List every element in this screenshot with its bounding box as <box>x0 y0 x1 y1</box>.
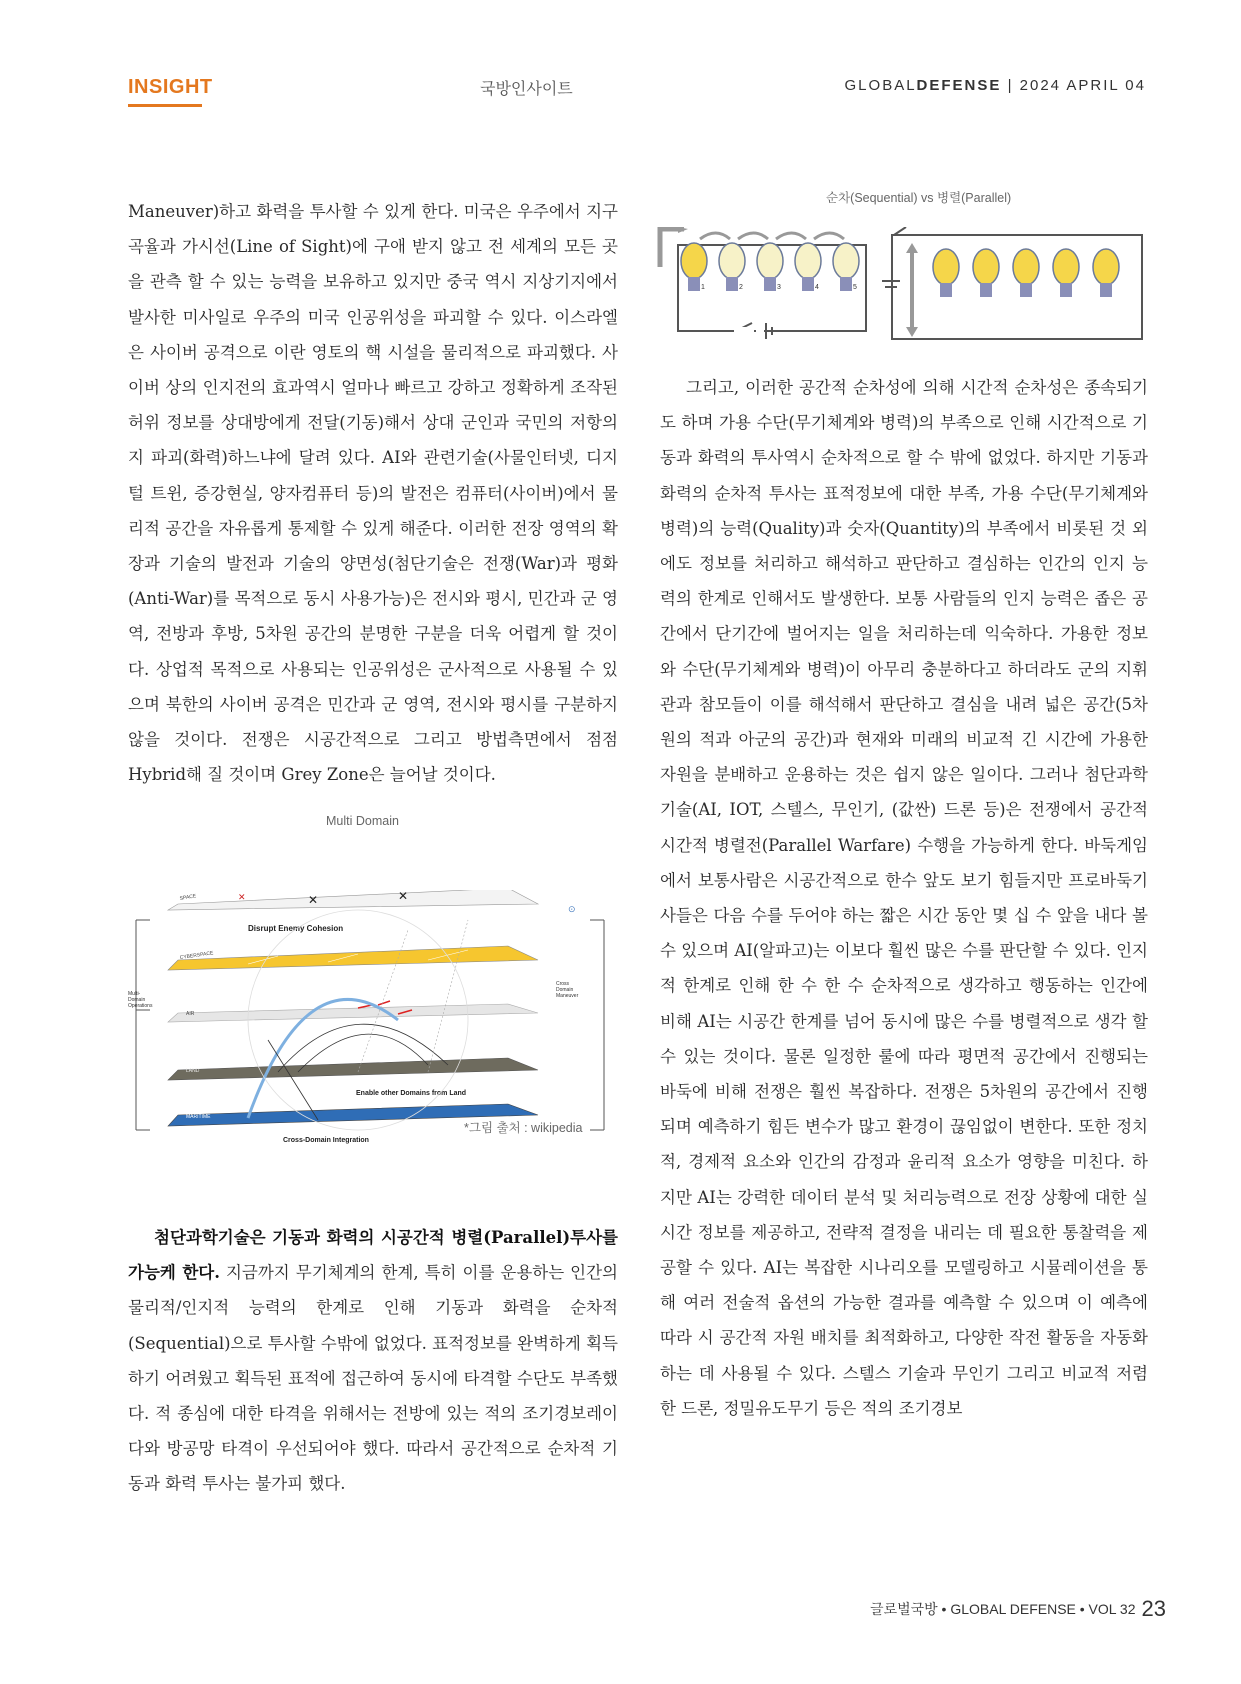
sequence-arrow <box>700 233 730 239</box>
lead-sentence: 첨단과학기술은 기동과 화력의 시공간적 병렬(Parallel)투사를 가능케 한다. <box>128 1228 618 1283</box>
light-bulb <box>973 249 999 297</box>
footer-brand: 글로벌국방 • GLOBAL DEFENSE • VOL 32 <box>870 1601 1136 1617</box>
svg-text:✕: ✕ <box>398 890 409 903</box>
left-side-label: Multi- <box>128 991 141 997</box>
light-bulb <box>795 243 821 291</box>
light-bulb <box>757 243 783 291</box>
right-column-text <box>660 370 1148 1426</box>
svg-text:Maneuver: Maneuver <box>556 993 579 999</box>
light-bulb <box>1053 249 1079 297</box>
bulb-number: 4 <box>815 284 819 291</box>
magazine-issue <box>845 77 1146 94</box>
figure-title: 순차(Sequential) vs 병렬(Parallel) <box>826 191 1012 205</box>
sequence-arrow <box>776 233 806 239</box>
svg-text:Operations: Operations <box>128 1003 153 1009</box>
light-bulb <box>681 243 707 291</box>
disrupt-label: Disrupt Enemy Cohesion <box>248 924 344 933</box>
land-label: LAND <box>186 1068 200 1074</box>
right-side-label: Cross <box>556 981 570 987</box>
paragraph: Maneuver)하고 화력을 투사할 수 있게 한다. 미국은 우주에서 지구 곡율과 가시선(Line of Sight)에 구애 받지 않고 전 세계의 모든 곳을 관측 할 수 있는 능력을 보유하고 있지만 중국 역시 지상기지에서 발사한 미사일로 우주의 미국 인공위성을 파괴할 수 있다. 이스라엘은 사이버 공격으로 이란 영토의 핵 시설을 물리적으로 파괴했다. 사이버 상의 인지전의 효과역시 얼마나 빠르고 강하고 정확하게 조작된 허위 정보를 상대방에게 전달(기동)해서 상대 군인과 국민의 저항의지 파괴(화력)하느냐에 달려 있다. AI와 관련기술(사물인터넷, 디지털 트윈, 증강현실, 양자컴퓨터 등)의 발전은 컴퓨터(사이버)에서 물리적 공간을 자유롭게 통제할 수 있게 해준다. 이러한 전장 영역의 확장과 기술의 발전과 기술의 양면성(첨단기술은 전쟁(War)과 평화(Anti-War)를 목적으로 동시 사용가능)은 전시와 평시, 민간과 군 영역, 전방과 후방, 5차원 공간의 분명한 구분을 더욱 어렵게 할 것이다. 상업적 목적으로 사용되는 인공위성은 군사적으로 사용될 수 있으며 북한의 사이버 공격은 민간과 군 영역, 전시와 평시를 구분하지 않을 것이다. 전쟁은 시공간적으로 그리고 방법측면에서 점점 Hybrid해 질 것이며 Grey Zone은 늘어날 것이다. <box>128 202 618 785</box>
figure-title: Multi Domain <box>326 814 399 828</box>
paragraph <box>128 1220 618 1502</box>
paragraph: 그리고, 이러한 공간적 순차성에 의해 시간적 순차성은 종속되기도 하며 가용 수단(무기체계와 병력)의 부족으로 인해 시간적으로 기동과 화력의 투사역시 순차적으로 할 수 밖에 없었다. 하지만 기동과 화력의 순차적 투사는 표적정보에 대한 부족, 가용 수단(무기체계와 병력)의 능력(Quality)과 숫자(Quantity)의 부족에서 비롯된 것 외에도 정보를 처리하고 해석하고 판단하고 결심하는 인간의 인지 능력의 한계로 인해서도 발생한다. 보통 사람들의 인지 능력은 좁은 공간에서 단기간에 벌어지는 일을 처리하는데 익숙하다. 가용한 정보와 수단(무기체계와 병력)이 아무리 충분하다고 하더라도 군의 지휘관과 참모들이 이를 해석해서 판단하고 결심을 내려 넓은 공간(5차원의 적과 아군의 공간)과 현재와 미래의 비교적 긴 시간에 가용한 자원을 분배하고 운용하는 것은 쉽지 않은 일이다. 그러나 첨단과학기술(AI, IOT, 스텔스, 무인기, (값싼) 드론 등)은 전쟁에서 공간적 시간적 병렬전(Parallel Warfare) 수행을 가능하게 한다. 바둑게임에서 보통사람은 시공간적으로 한수 앞도 보기 힘들지만 프로바둑기사들은 다음 수를 두어야 하는 짧은 시간 동안 몇 십 수 앞을 내다 볼 수 있으며 AI(알파고)는 이보다 훨씬 많은 수를 판단할 수 있다. 인지적 한계로 인해 한 수 한 수 순차적으로 생각하고 행동하는 인간에 비해 AI는 시공간 한계를 넘어 동시에 많은 수를 병렬적으로 생각 할 수 있는 것이다. 물론 일정한 룰에 따라 평면적 공간에서 진행되는 바둑에 비해 전쟁은 훨씬 복잡하다. 전쟁은 5차원의 공간에서 진행되며 예측하기 힘든 변수가 많고 환경이 끊임없이 변한다. 또한 정치적, 경제적 요소와 인간의 감정과 윤리적 요소가 영향을 미친다. 하지만 AI는 강력한 데이터 분석 및 처리능력으로 전장 상황에 대한 실시간 정보를 제공하고, 전략적 결정을 내리는 데 필요한 통찰력을 제공할 수 있다. AI는 복잡한 시나리오를 모델링하고 시뮬레이션을 통해 여러 전술적 옵션의 가능한 결과를 예측할 수 있으며 이 예측에 따라 시 공간적 자원 배치를 최적화하고, 다양한 작전 활동을 자동화하는 데 사용될 수 있다. 스텔스 기술과 무인기 그리고 비교적 저렴한 드론, 정밀유도무기 등은 적의 조기경보 <box>660 378 1148 1418</box>
space-label: SPACE <box>179 893 197 902</box>
light-bulb <box>719 243 745 291</box>
page-footer <box>870 1596 1166 1622</box>
maritime-label: MARITIME <box>186 1114 211 1120</box>
svg-text:Domain: Domain <box>128 997 146 1003</box>
bulb-number: 3 <box>777 284 781 291</box>
section-underline <box>128 104 202 107</box>
cdi-label: Cross-Domain Integration <box>283 1137 369 1144</box>
page-number: 23 <box>1141 1596 1166 1621</box>
bulb-number: 1 <box>701 284 705 291</box>
left-column-text-2 <box>128 1220 618 1502</box>
light-bulb <box>833 243 859 291</box>
svg-text:Domain: Domain <box>556 987 574 993</box>
svg-text:⊙: ⊙ <box>568 904 576 914</box>
bulb-number: 5 <box>853 284 857 291</box>
sequence-arrow <box>814 233 844 239</box>
paragraph-body: 지금까지 무기체계의 한계, 특히 이를 운용하는 인간의 물리적/인지적 능력의 한계로 인해 기동과 화력을 순차적(Sequential)으로 투사할 수밖에 없었다. 표적정보를 완벽하게 획득하기 어려웠고 획득된 표적에 접근하여 동시에 타격할 수단도 부족했다. 적 종심에 대한 타격을 위해서는 전방에 있는 적의 조기경보레이다와 방공망 타격이 우선되어야 했다. 따라서 공간적으로 순차적 기동과 화력 투사는 불가피 했다. <box>128 1263 618 1494</box>
svg-text:✕: ✕ <box>308 893 319 907</box>
bulb-number: 2 <box>739 284 743 291</box>
brand-light: GLOBAL <box>844 77 917 94</box>
light-bulb <box>933 249 959 297</box>
brand-bold: DEFENSE <box>916 77 1002 94</box>
air-label: AIR <box>186 1011 195 1017</box>
section-label: INSIGHT <box>128 76 213 98</box>
sequential-vs-parallel-figure <box>656 227 1148 347</box>
running-title: 국방인사이트 <box>480 79 573 98</box>
cyberspace-label: CYBERSPACE <box>179 950 214 961</box>
figure-source: *그림 출처 : wikipedia <box>464 1121 583 1135</box>
light-bulb <box>1093 249 1119 297</box>
light-bulb <box>1013 249 1039 297</box>
svg-text:✕: ✕ <box>238 893 246 903</box>
sequence-arrow <box>738 233 768 239</box>
issue-date: | 2024 APRIL 04 <box>1001 77 1146 94</box>
left-column-text <box>128 194 618 792</box>
enable-label: Enable other Domains from Land <box>356 1090 467 1097</box>
